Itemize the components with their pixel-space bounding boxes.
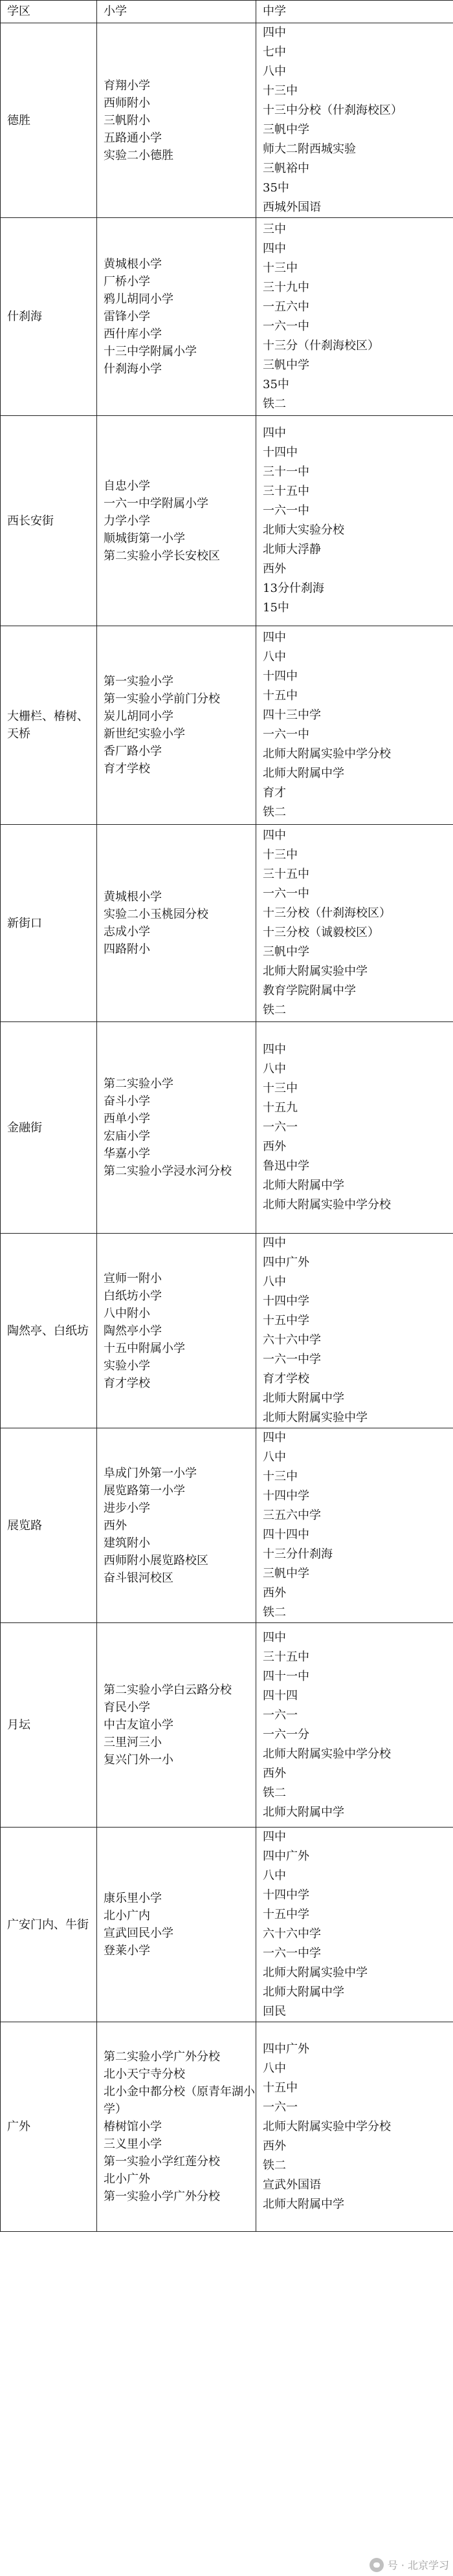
primary-school-item: 西单小学: [104, 1112, 150, 1126]
primary-school-item: 三里河三小: [104, 1736, 162, 1749]
primary-school-item: 新世纪实验小学: [104, 727, 185, 741]
middle-school-item: 15中: [263, 601, 289, 615]
middle-school-item: 四十三中学: [263, 708, 321, 722]
primary-school-item: 自忠小学: [104, 479, 150, 493]
primary-school-item: 北小天宁寺分校: [104, 2068, 185, 2081]
middle-school-item: 四中: [263, 1630, 286, 1644]
middle-school-item: 四中: [263, 26, 286, 39]
middle-school-item: 三帆中学: [263, 358, 309, 372]
primary-school-item: 育民小学: [104, 1701, 150, 1714]
district-name-cell: 什刹海: [1, 218, 97, 416]
primary-school-item: 育才学校: [104, 762, 150, 776]
table-row: [1, 1234, 453, 1428]
district-name-cell: 金融街: [1, 1022, 97, 1234]
middle-school-item: 四中: [263, 1830, 286, 1844]
middle-schools-cell: [256, 23, 453, 218]
middle-school-item: 35中: [263, 181, 289, 195]
primary-school-item: 第二实验小学浸水河分校: [104, 1164, 232, 1178]
primary-school-item: 奋斗银河校区: [104, 1571, 173, 1585]
primary-school-item: 西外: [104, 1518, 127, 1533]
primary-school-item: 第二实验小学广外分校: [104, 2050, 220, 2064]
middle-school-item: 十五中学: [263, 1908, 309, 1921]
middle-school-item: 十五中: [263, 689, 298, 703]
primary-school-item: 炭儿胡同小学: [104, 710, 173, 723]
primary-school-item: 中古友谊小学: [104, 1718, 173, 1732]
primary-school-item: 鸦儿胡同小学: [104, 292, 173, 306]
middle-schools-cell: [256, 2022, 453, 2232]
middle-schools-cell: [256, 1428, 453, 1623]
primary-school-item: 什刹海小学: [104, 362, 162, 376]
primary-schools-cell: [97, 825, 256, 1022]
middle-school-item: 十三中: [263, 1470, 298, 1483]
primary-school-item: 建筑附小: [104, 1536, 150, 1550]
primary-school-item: 宣武回民小学: [104, 1927, 173, 1940]
middle-school-item: 八中: [263, 650, 286, 664]
primary-school-item: 黄城根小学: [104, 890, 162, 904]
district-name-cell: 大栅栏、椿树、天桥: [1, 626, 97, 825]
primary-school-item: 奋斗小学: [104, 1095, 150, 1108]
primary-school-item: 十三中学附属小学: [104, 345, 197, 358]
middle-school-item: 西外: [263, 1766, 286, 1780]
middle-school-item: 13分什刹海: [263, 582, 324, 595]
primary-school-item: 香厂路小学: [104, 745, 162, 758]
primary-school-item: 复兴门外一小: [104, 1753, 173, 1767]
primary-school-item: 北小广内: [104, 1909, 150, 1923]
middle-school-item: 三帆中学: [263, 123, 309, 136]
table-row: [1, 1623, 453, 1828]
table-header-row: [1, 1, 453, 23]
primary-school-item: 志成小学: [104, 925, 150, 939]
middle-school-item: 四中: [263, 1043, 286, 1056]
middle-schools-cell: [256, 1022, 453, 1234]
middle-school-item: 北师大附属实验中学: [263, 1966, 368, 1980]
middle-school-item: 四中: [263, 631, 286, 644]
middle-school-item: 十三中: [263, 84, 298, 98]
middle-school-item: 三帆中学: [263, 945, 309, 959]
middle-school-item: 北师大附属中学: [263, 1179, 344, 1192]
middle-school-item: 十三中: [263, 848, 298, 862]
table-row: [1, 2022, 453, 2232]
primary-schools-cell: [97, 1234, 256, 1428]
middle-school-item: 三十一中: [263, 465, 309, 479]
middle-school-item: 一六一中: [263, 887, 309, 901]
middle-schools-cell: [256, 825, 453, 1022]
table-row: [1, 218, 453, 416]
middle-school-item: 铁二: [263, 1606, 286, 1619]
middle-school-item: 北师大实验分校: [263, 523, 344, 537]
middle-school-item: 三五六中学: [263, 1509, 321, 1522]
primary-schools-cell: [97, 218, 256, 416]
district-name-cell: 西长安街: [1, 416, 97, 626]
middle-school-item: 四十四: [263, 1688, 298, 1703]
watermark: [370, 2557, 449, 2572]
middle-school-item: 十三分校（诚毅校区）: [263, 926, 379, 939]
middle-school-item: 一五六中: [263, 300, 309, 314]
middle-school-item: 四十一中: [263, 1669, 309, 1683]
middle-school-item: 教育学院附属中学: [263, 984, 356, 998]
header-middle: 中学: [256, 1, 453, 23]
primary-school-item: 西师附小展览路校区: [104, 1553, 208, 1567]
middle-school-item: 十五中: [263, 2080, 298, 2095]
middle-schools-cell: [256, 626, 453, 825]
middle-school-item: 一六一: [263, 2100, 298, 2114]
table-row: [1, 626, 453, 825]
middle-school-item: 十三分（什刹海校区）: [263, 338, 379, 353]
header-district: 学区: [1, 1, 97, 23]
middle-school-item: 铁二: [263, 805, 286, 819]
primary-school-item: 第一实验小学红莲分校: [104, 2155, 220, 2168]
middle-school-item: 十三中分校（什刹海校区）: [263, 104, 403, 117]
primary-schools-cell: [97, 1428, 256, 1623]
middle-school-item: 一六一中: [263, 728, 309, 741]
middle-school-item: 四中: [263, 1431, 286, 1445]
middle-school-item: 八中: [263, 2061, 286, 2075]
middle-school-item: 铁二: [263, 1003, 286, 1017]
middle-school-item: 西外: [263, 562, 286, 576]
middle-school-item: 十四中学: [263, 1294, 309, 1308]
middle-school-item: 八中: [263, 1275, 286, 1289]
middle-school-item: 一六一分: [263, 1727, 309, 1741]
primary-school-item: 阜成门外第一小学: [104, 1466, 197, 1480]
primary-school-item: 西什库小学: [104, 327, 162, 341]
district-name-cell: 德胜: [1, 23, 97, 218]
middle-school-item: 十五九: [263, 1101, 298, 1115]
primary-school-item: 雷锋小学: [104, 310, 150, 323]
middle-school-item: 师大二附西城实验: [263, 142, 356, 156]
primary-school-item: 三帆附小: [104, 113, 150, 127]
header-primary: 小学: [97, 1, 256, 23]
primary-school-item: 十五中附属小学: [104, 1341, 185, 1355]
middle-school-item: 北师大附属中学: [263, 1392, 344, 1405]
primary-schools-cell: [97, 23, 256, 218]
primary-school-item: 第一实验小学广外分校: [104, 2190, 220, 2203]
district-name-cell: 广安门内、牛街: [1, 1828, 97, 2022]
wechat-logo-icon: [370, 2558, 384, 2572]
middle-school-item: 四中: [263, 829, 286, 842]
primary-school-item: 西师附小: [104, 96, 150, 110]
middle-school-item: 北师大附属中学: [263, 1805, 344, 1819]
middle-school-item: 四中广外: [263, 2042, 309, 2056]
middle-school-item: 北师大附属实验中学分校: [263, 2119, 391, 2134]
middle-school-item: 十四中: [263, 446, 298, 459]
primary-school-item: 厂桥小学: [104, 275, 150, 289]
middle-school-item: 四中: [263, 1236, 286, 1250]
middle-school-item: 北师大附属实验中学分校: [263, 1747, 391, 1761]
primary-school-item: 四路附小: [104, 943, 150, 956]
middle-school-item: 北师大附属中学: [263, 767, 344, 780]
primary-school-item: 八中附小: [104, 1306, 150, 1320]
middle-school-item: 北师大附属实验中学: [263, 965, 368, 978]
primary-school-item: 第二实验小学白云路分校: [104, 1683, 232, 1697]
primary-schools-cell: [97, 416, 256, 626]
middle-school-item: 一六一: [263, 1708, 298, 1722]
table-row: [1, 1828, 453, 2022]
middle-school-item: 八中: [263, 65, 286, 78]
middle-school-item: 育才学校: [263, 1372, 309, 1386]
middle-school-item: 四中广外: [263, 1256, 309, 1269]
primary-schools-cell: [97, 2022, 256, 2232]
primary-school-item: 三义里小学: [104, 2137, 162, 2151]
middle-school-item: 西外: [263, 1140, 286, 1153]
middle-school-item: 三中: [263, 222, 286, 236]
middle-school-item: 北师大附属实验中学分校: [263, 747, 391, 761]
middle-school-item: 十四中学: [263, 1489, 309, 1503]
middle-school-item: 十三分什刹海: [263, 1547, 333, 1561]
primary-school-item: 一六一中学附属小学: [104, 496, 208, 510]
middle-school-item: 一六一: [263, 1120, 298, 1134]
table-row: [1, 416, 453, 626]
primary-school-item: 登莱小学: [104, 1944, 150, 1958]
primary-school-item: 第二实验小学: [104, 1077, 173, 1091]
middle-school-item: 三十九中: [263, 280, 309, 294]
table-body: [1, 23, 453, 2232]
middle-school-item: 十五中学: [263, 1314, 309, 1327]
middle-school-item: 北师大附属实验中学: [263, 1411, 368, 1424]
middle-school-item: 三十五中: [263, 868, 309, 881]
primary-schools-cell: [97, 1623, 256, 1828]
middle-school-item: 西外: [263, 1586, 286, 1600]
middle-school-item: 铁二: [263, 397, 286, 411]
district-name-cell: 月坛: [1, 1623, 97, 1828]
middle-school-item: 八中: [263, 1869, 286, 1883]
primary-school-item: 华嘉小学: [104, 1147, 150, 1161]
middle-school-item: 铁二: [263, 1785, 286, 1800]
middle-school-item: 西外: [263, 2139, 286, 2153]
primary-school-item: 陶然亭小学: [104, 1324, 162, 1338]
primary-school-item: 第一实验小学前门分校: [104, 692, 220, 706]
primary-school-item: 进步小学: [104, 1501, 150, 1515]
middle-school-item: 一六一中: [263, 504, 309, 518]
table-row: [1, 825, 453, 1022]
middle-school-item: 一六一中: [263, 319, 309, 333]
middle-school-item: 四中: [263, 426, 286, 440]
middle-school-item: 宣武外国语: [263, 2178, 321, 2192]
middle-school-item: 回民: [263, 2005, 286, 2018]
primary-school-item: 顺城街第一小学: [104, 531, 185, 545]
primary-school-item: 实验二小德胜: [104, 148, 173, 162]
primary-school-item: 展览路第一小学: [104, 1483, 185, 1498]
middle-school-item: 三帆裕中: [263, 162, 309, 175]
middle-school-item: 八中: [263, 1450, 286, 1464]
middle-school-item: 十三中: [263, 261, 298, 275]
primary-school-item: 实验二小玉桃园分校: [104, 908, 208, 921]
primary-school-item: 白纸坊小学: [104, 1289, 162, 1303]
middle-school-item: 铁二: [263, 2158, 286, 2172]
middle-school-item: 一六一中学: [263, 1353, 321, 1366]
middle-school-item: 四中广外: [263, 1850, 309, 1863]
primary-school-item: 育翔小学: [104, 78, 150, 93]
middle-school-item: 育才: [263, 786, 286, 800]
primary-school-item: 北小广外: [104, 2172, 150, 2186]
middle-school-item: 三十五中: [263, 1650, 309, 1664]
district-name-cell: 新街口: [1, 825, 97, 1022]
middle-schools-cell: [256, 218, 453, 416]
middle-schools-cell: [256, 1828, 453, 2022]
middle-school-item: 三帆中学: [263, 1567, 309, 1580]
primary-school-item: 第二实验小学长安校区: [104, 549, 220, 563]
table-row: [1, 1428, 453, 1623]
primary-school-item: 实验小学: [104, 1359, 150, 1373]
middle-school-item: 十四中: [263, 670, 298, 683]
middle-school-item: 北师大浮静: [263, 543, 321, 556]
primary-schools-cell: [97, 626, 256, 825]
middle-school-item: 十三中: [263, 1082, 298, 1095]
middle-school-item: 六十六中学: [263, 1927, 321, 1941]
middle-school-item: 35中: [263, 377, 289, 391]
primary-school-item: 育才学校: [104, 1376, 150, 1390]
middle-school-item: 鲁迅中学: [263, 1159, 309, 1173]
primary-schools-cell: [97, 1022, 256, 1234]
primary-school-item: 力学小学: [104, 514, 150, 528]
middle-school-item: 西城外国语: [263, 201, 321, 214]
primary-schools-cell: [97, 1828, 256, 2022]
middle-school-item: 四中: [263, 241, 286, 256]
district-name-cell: 广外: [1, 2022, 97, 2232]
watermark-text: 号 · 北京学习: [387, 2559, 449, 2571]
middle-school-item: 十三分校（什刹海校区）: [263, 906, 391, 920]
middle-schools-cell: [256, 1234, 453, 1428]
middle-schools-cell: [256, 416, 453, 626]
middle-school-item: 四十四中: [263, 1528, 309, 1542]
middle-school-item: 北师大附属实验中学分校: [263, 1198, 391, 1212]
middle-schools-cell: [256, 1623, 453, 1828]
primary-school-item: 宣师一附小: [104, 1271, 162, 1285]
middle-school-item: 十四中学: [263, 1888, 309, 1902]
middle-school-item: 六十六中学: [263, 1333, 321, 1347]
district-name-cell: 展览路: [1, 1428, 97, 1623]
primary-school-item: 五路通小学: [104, 131, 162, 145]
middle-school-item: 三十五中: [263, 485, 309, 498]
middle-school-item: 北师大附属中学: [263, 2197, 344, 2211]
primary-school-item: 黄城根小学: [104, 257, 162, 271]
primary-school-item: 椿树馆小学: [104, 2120, 162, 2134]
primary-school-item: 第一实验小学: [104, 675, 173, 688]
middle-school-item: 一六一中学: [263, 1947, 321, 1960]
table-row: [1, 1022, 453, 1234]
middle-school-item: 八中: [263, 1062, 286, 1076]
table-row: [1, 23, 453, 218]
primary-school-item: 康乐里小学: [104, 1892, 162, 1905]
district-name-cell: 陶然亭、白纸坊: [1, 1234, 97, 1428]
middle-school-item: 七中: [263, 45, 286, 59]
primary-school-item: 北小金中都分校（原青年湖小学）: [104, 2085, 255, 2116]
primary-school-item: 宏庙小学: [104, 1130, 150, 1143]
middle-school-item: 北师大附属中学: [263, 1985, 344, 1999]
